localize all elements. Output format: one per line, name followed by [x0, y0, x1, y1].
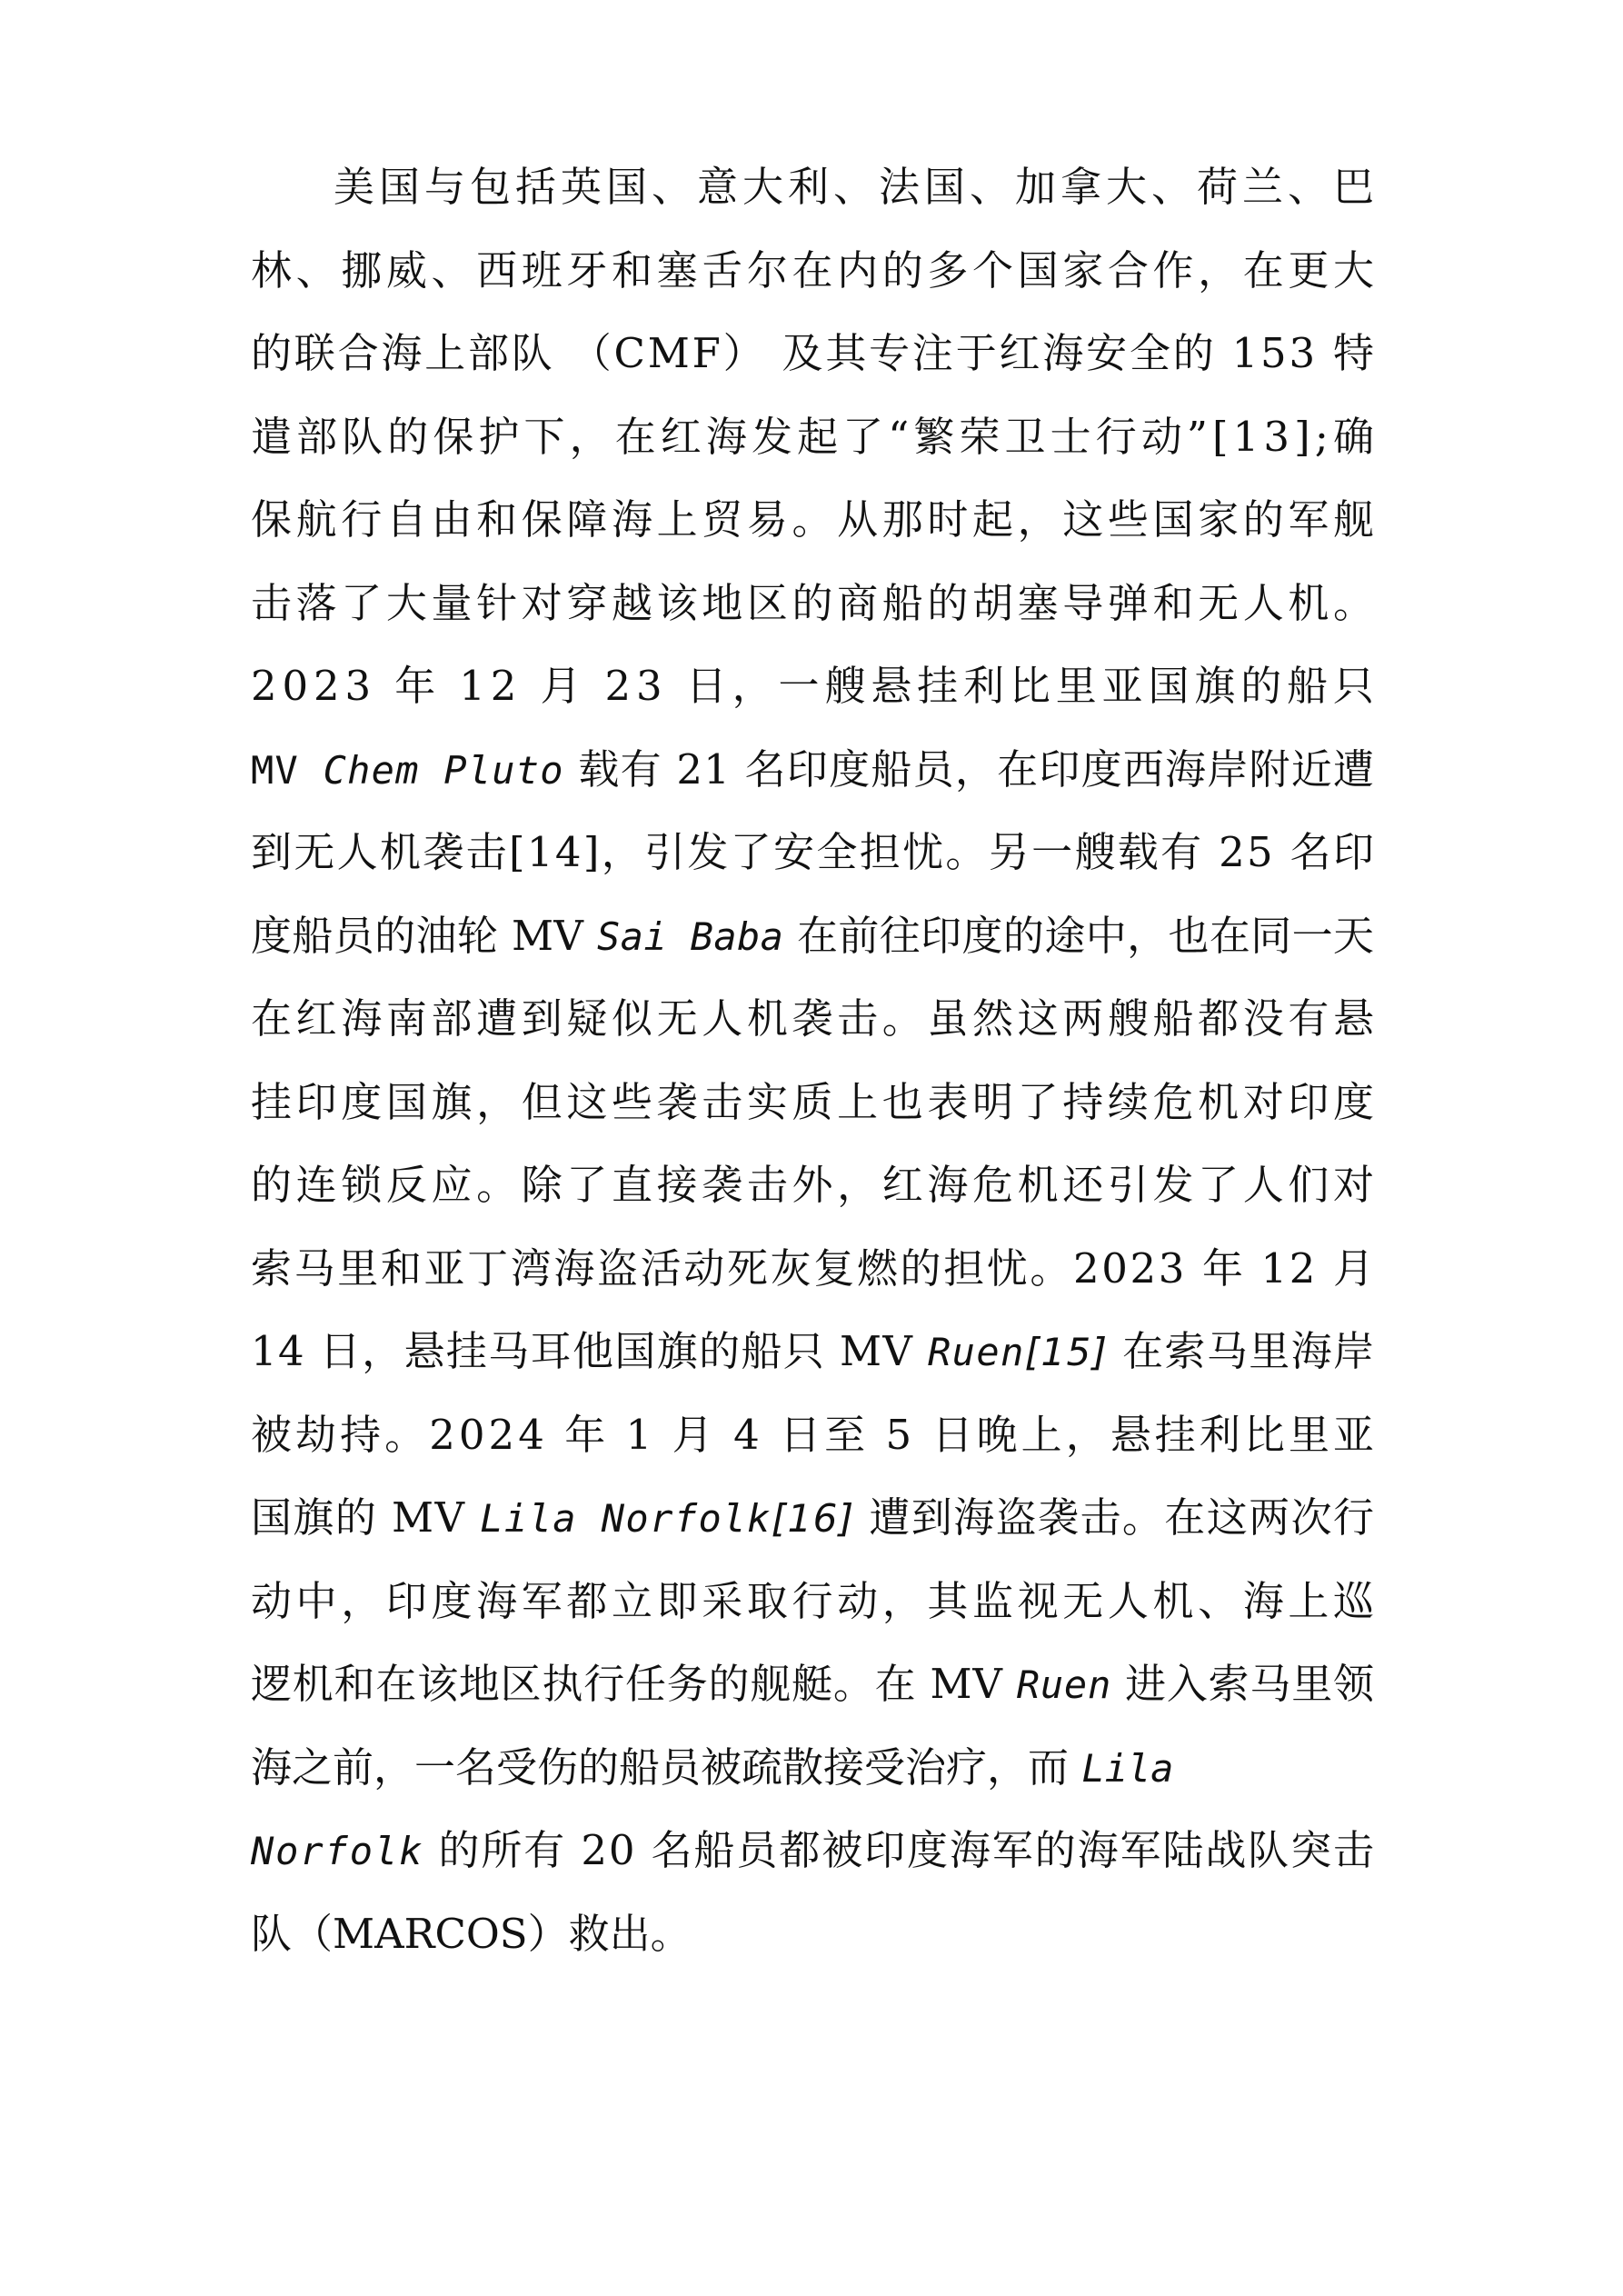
text-run: 队（MARCOS）救出。	[251, 1909, 692, 1958]
line-content	[251, 1810, 1376, 1892]
text-run: 国旗的 MV	[251, 1493, 481, 1542]
text-run: MV	[251, 747, 324, 793]
italic-text: Sai Baba	[597, 913, 784, 959]
text-run: 动中，印度海军都立即采取行动，其监视无人机、海上巡	[251, 1576, 1379, 1625]
text-run: 保航行自由和保障海上贸易。从那时起，这些国家的军舰	[251, 495, 1379, 544]
text-run: 2023 年 12 月 23 日，一艘悬挂利比里亚国旗的船只	[251, 662, 1379, 710]
text-line	[0, 1810, 1623, 1892]
text-run: 遣部队的保护下，在红海发起了“繁荣卫士行动”[13];确	[251, 412, 1379, 461]
line-content	[251, 1893, 692, 1975]
text-line	[0, 563, 1623, 644]
text-run: 逻机和在该地区执行任务的舰艇。在 MV	[251, 1660, 1017, 1708]
italic-text: Lila Norfolk	[480, 1496, 772, 1541]
text-line	[0, 1144, 1623, 1226]
line-content	[251, 978, 1379, 1060]
text-run: 海之前，一名受伤的船员被疏散接受治疗，而	[251, 1742, 1082, 1792]
text-run: 挂印度国旗，但这些袭击实质上也表明了持续危机对印度	[251, 1077, 1379, 1126]
text-run: 14 日，悬挂马耳他国旗的船只 MV	[251, 1327, 928, 1375]
text-line	[0, 479, 1623, 561]
text-line	[0, 1228, 1623, 1310]
line-content	[251, 1643, 1375, 1726]
line-content	[251, 1062, 1379, 1143]
text-line	[0, 1062, 1623, 1143]
line-content	[251, 812, 1376, 893]
italic-text: Ruen	[1016, 1662, 1112, 1707]
line-content	[251, 313, 1377, 394]
text-line	[0, 1727, 1623, 1809]
text-line	[0, 396, 1623, 478]
text-run: 到无人机袭击[14]，引发了安全担忧。另一艘载有 25 名印	[251, 828, 1377, 876]
text-run: 度船员的油轮 MV	[251, 911, 597, 960]
text-run: 索马里和亚丁湾海盗活动死灰复燃的担忧。2023 年 12 月	[251, 1243, 1377, 1293]
line-content	[251, 479, 1379, 561]
text-run: 的连锁反应。除了直接袭击外，红海危机还引发了人们对	[251, 1161, 1379, 1209]
text-line	[0, 978, 1623, 1060]
line-content	[251, 230, 1379, 312]
line-content	[251, 1144, 1379, 1226]
line-content	[251, 1394, 1378, 1476]
text-run: 的所有 20 名船员都被印度海军的海军陆战队突击	[423, 1826, 1376, 1874]
text-run: 击落了大量针对穿越该地区的商船的胡塞导弹和无人机。	[251, 578, 1379, 627]
text-line	[0, 1643, 1623, 1725]
text-line	[0, 729, 1623, 811]
text-run: 的联合海上部队 （CMF） 及其专注于红海安全的 153 特	[251, 329, 1377, 377]
text-run: 美国与包括英国、意大利、法国、加拿大、荷兰、巴	[334, 163, 1379, 211]
text-line	[0, 1477, 1623, 1559]
text-run: 林、挪威、西班牙和塞舌尔在内的多个国家合作，在更大	[251, 245, 1379, 294]
line-content	[251, 729, 1375, 812]
text-line	[0, 146, 1623, 228]
text-line	[0, 645, 1623, 727]
text-line	[0, 895, 1623, 977]
text-run: 载有 21 名印度船员，在印度西海岸附近遭	[563, 744, 1376, 794]
line-content	[251, 1311, 1375, 1393]
text-line	[0, 313, 1623, 394]
text-line	[0, 1394, 1623, 1476]
text-line	[0, 1311, 1623, 1393]
text-line	[0, 812, 1623, 893]
text-run: 遭到海盗袭击。在这两次行	[854, 1493, 1376, 1542]
text-run: 在前往印度的途中，也在同一天	[783, 911, 1375, 960]
italic-text: Lila	[1081, 1745, 1174, 1791]
italic-text: Chem Pluto	[323, 747, 564, 793]
line-content	[251, 563, 1379, 644]
line-content	[334, 146, 1379, 228]
line-content	[251, 1228, 1377, 1310]
text-line	[0, 1561, 1623, 1642]
line-content	[251, 895, 1374, 978]
text-run: 被劫持。2024 年 1 月 4 日至 5 日晚上，悬挂利比里亚	[251, 1410, 1379, 1459]
text-line	[0, 230, 1623, 312]
text-run: 进入索马里领	[1111, 1660, 1375, 1708]
line-content	[251, 1561, 1379, 1642]
line-content	[251, 396, 1379, 478]
text-run: 在红海南部遭到疑似无人机袭击。虽然这两艘船都没有悬	[251, 994, 1379, 1043]
italic-text: Ruen	[927, 1330, 1025, 1374]
citation-ref: [16]	[771, 1496, 855, 1541]
italic-text: Norfolk	[251, 1829, 424, 1873]
line-content	[251, 1727, 1173, 1810]
line-content	[251, 1477, 1375, 1560]
citation-ref: [15]	[1024, 1330, 1109, 1374]
text-line	[0, 1893, 1623, 1975]
text-run: 在索马里海岸	[1108, 1327, 1376, 1375]
line-content	[251, 645, 1379, 727]
